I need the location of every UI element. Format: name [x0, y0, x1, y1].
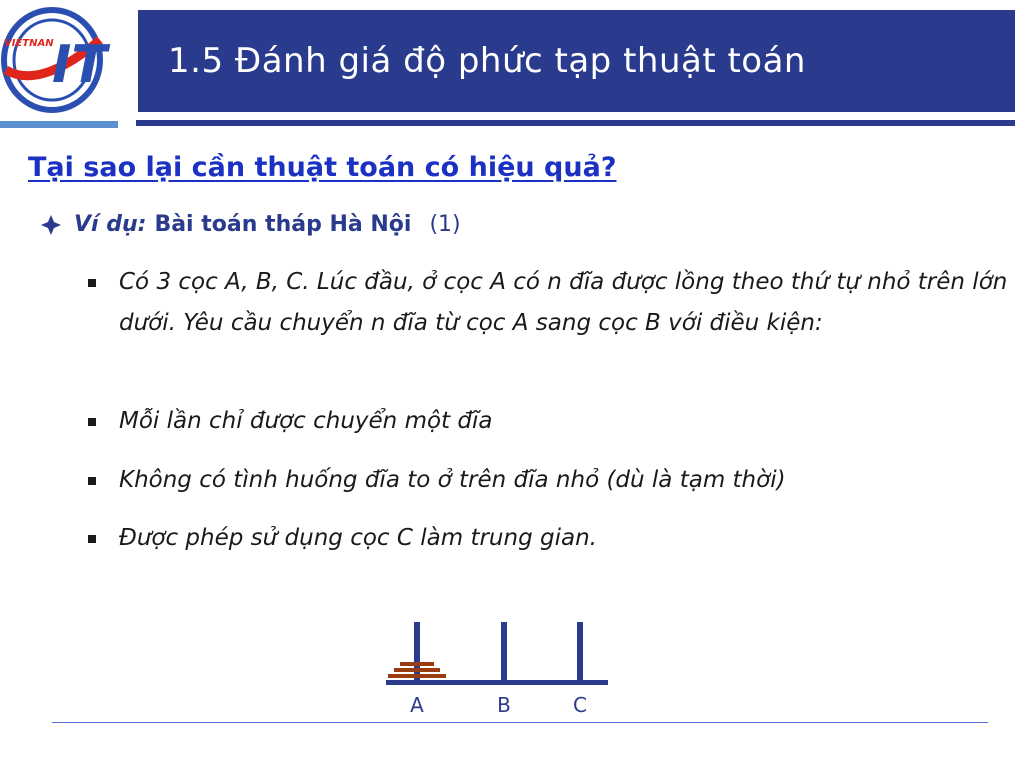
slide-title: 1.5 Đánh giá độ phức tạp thuật toán: [168, 41, 806, 81]
title-bar: [138, 10, 1015, 112]
example-problem: Bài toán tháp Hà Nội: [154, 212, 412, 237]
example-line: [40, 212, 461, 237]
square-bullet-icon: [88, 279, 96, 287]
peg-a: [414, 622, 420, 682]
example-label: Ví dụ:: [74, 212, 147, 237]
example-note: (1): [429, 212, 461, 237]
peg-label-c: C: [573, 693, 587, 717]
square-bullet-icon: [88, 418, 96, 426]
bullet-item: [88, 460, 1008, 501]
bullet-text: Mỗi lần chỉ được chuyển một đĩa: [119, 408, 493, 434]
bullet-item: [88, 401, 1008, 442]
title-underline: [136, 120, 1015, 126]
peg-c: [577, 622, 583, 682]
footer-divider: [52, 722, 988, 723]
bullet-text: Có 3 cọc A, B, C. Lúc đầu, ở cọc A có n đĩa được lồng theo thứ tự nhỏ trên lớn dưới. Yêu cầu chuyển n đĩa từ cọc A sang cọc B với điều kiện:: [119, 269, 1008, 336]
disk: [388, 674, 446, 678]
logo-mark: IT: [52, 35, 107, 95]
logo-underline: [0, 121, 118, 128]
bullet-item: [88, 262, 1008, 344]
peg-label-b: B: [497, 693, 511, 717]
peg-b: [501, 622, 507, 682]
logo-text: VIETNAN: [4, 38, 54, 49]
question-heading: Tại sao lại cần thuật toán có hiệu quả?: [28, 152, 617, 183]
bullet-text: Được phép sử dụng cọc C làm trung gian.: [119, 525, 597, 551]
disk: [394, 668, 440, 672]
peg-label-a: A: [410, 693, 424, 717]
bullet-item: [88, 518, 1008, 559]
hanoi-diagram: [380, 618, 620, 722]
diamond-bullet-icon: [40, 214, 62, 236]
square-bullet-icon: [88, 535, 96, 543]
square-bullet-icon: [88, 477, 96, 485]
bullet-text: Không có tình huống đĩa to ở trên đĩa nhỏ (dù là tạm thời): [119, 467, 786, 493]
disk: [400, 662, 434, 666]
logo: [0, 0, 120, 118]
